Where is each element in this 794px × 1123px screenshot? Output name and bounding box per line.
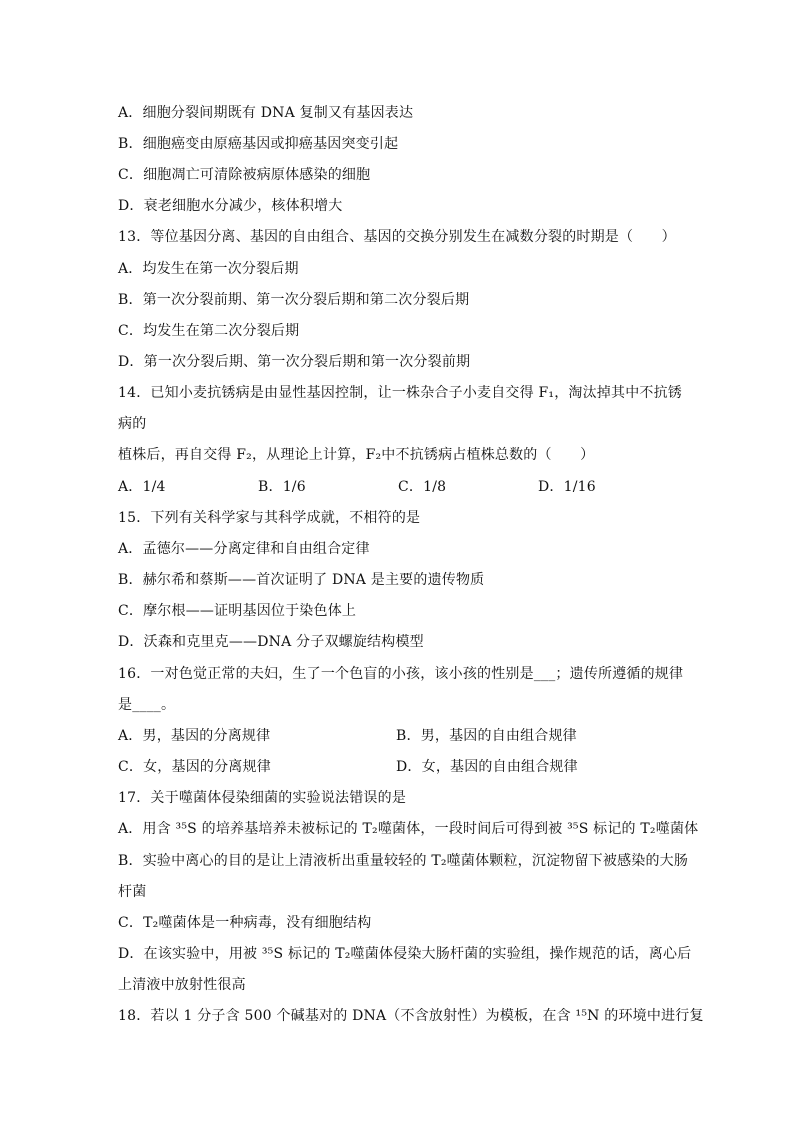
q14-stem-line2: 病的 — [118, 416, 147, 432]
q14-option-b: B．1/6 — [258, 479, 306, 495]
q16-stem-line1: 16．一对色觉正常的夫妇，生了一个色盲的小孩，该小孩的性别是___；遗传所遵循的规律 — [118, 666, 684, 682]
q13-option-b: B．第一次分裂前期、第一次分裂后期和第二次分裂后期 — [118, 292, 470, 308]
q14-stem-line3: 植株后，再自交得 F₂，从理论上计算，F₂中不抗锈病占植株总数的（ ） — [118, 447, 595, 463]
q14-stem-line1: 14．已知小麦抗锈病是由显性基因控制，让一株杂合子小麦自交得 F₁，淘汰掉其中不抗锈 — [118, 385, 682, 401]
q12-option-b: B．细胞癌变由原癌基因或抑癌基因突变引起 — [118, 136, 399, 152]
q14-option-c: C．1/8 — [398, 479, 447, 495]
q17-option-b-line1: B．实验中离心的目的是让上清液析出重量较轻的 T₂噬菌体颗粒，沉淀物留下被感染的大肠 — [118, 853, 689, 869]
q15-option-c: C．摩尔根——证明基因位于染色体上 — [118, 603, 357, 619]
q14-options — [118, 477, 678, 497]
q14-option-d: D．1/16 — [538, 479, 596, 495]
q17-option-c: C．T₂噬菌体是一种病毒，没有细胞结构 — [118, 915, 372, 931]
q13-option-c: C．均发生在第二次分裂后期 — [118, 323, 300, 339]
q16-option-a: A．男，基因的分离规律 — [118, 728, 271, 744]
q16-stem-line2: 是____。 — [118, 697, 176, 713]
q16-option-d: D．女，基因的自由组合规律 — [396, 759, 578, 775]
q17-option-a: A．用含 ³⁵S 的培养基培养未被标记的 T₂噬菌体，一段时间后可得到被 ³⁵S 标记的 T₂噬菌体 — [118, 821, 699, 837]
q17-option-b-line2: 杆菌 — [118, 884, 147, 900]
q17-option-d-line1: D．在该实验中，用被 ³⁵S 标记的 T₂噬菌体侵染大肠杆菌的实验组，操作规范的话，离心后 — [118, 946, 692, 962]
q15-option-b: B．赫尔希和蔡斯——首次证明了 DNA 是主要的遗传物质 — [118, 572, 485, 588]
q13-option-d: D．第一次分裂后期、第一次分裂后期和第一次分裂前期 — [118, 354, 471, 370]
q15-option-d: D．沃森和克里克——DNA 分子双螺旋结构模型 — [118, 634, 424, 650]
q12-option-a: A．细胞分裂间期既有 DNA 复制又有基因表达 — [118, 105, 414, 121]
q17-option-d-line2: 上清液中放射性很高 — [118, 977, 246, 993]
q16-option-c: C．女，基因的分离规律 — [118, 759, 271, 775]
q14-option-a: A．1/4 — [118, 479, 166, 495]
q12-option-c: C．细胞凋亡可清除被病原体感染的细胞 — [118, 167, 371, 183]
q17-stem: 17．关于噬菌体侵染细菌的实验说法错误的是 — [118, 790, 407, 806]
q15-option-a: A．孟德尔——分离定律和自由组合定律 — [118, 541, 370, 557]
q16-options-row2 — [118, 757, 678, 777]
q18-stem: 18．若以 1 分子含 500 个碱基对的 DNA（不含放射性）为模板，在含 ¹⁵N 的环境中进行复 — [118, 1008, 704, 1024]
q13-option-a: A．均发生在第一次分裂后期 — [118, 261, 299, 277]
q13-stem: 13．等位基因分离、基因的自由组合、基因的交换分别发生在减数分裂的时期是（ ） — [118, 229, 676, 245]
q16-option-b: B．男，基因的自由组合规律 — [396, 728, 577, 744]
q15-stem: 15．下列有关科学家与其科学成就，不相符的是 — [118, 510, 421, 526]
q12-option-d: D．衰老细胞水分减少，核体积增大 — [118, 198, 343, 214]
q16-options-row1 — [118, 726, 678, 746]
